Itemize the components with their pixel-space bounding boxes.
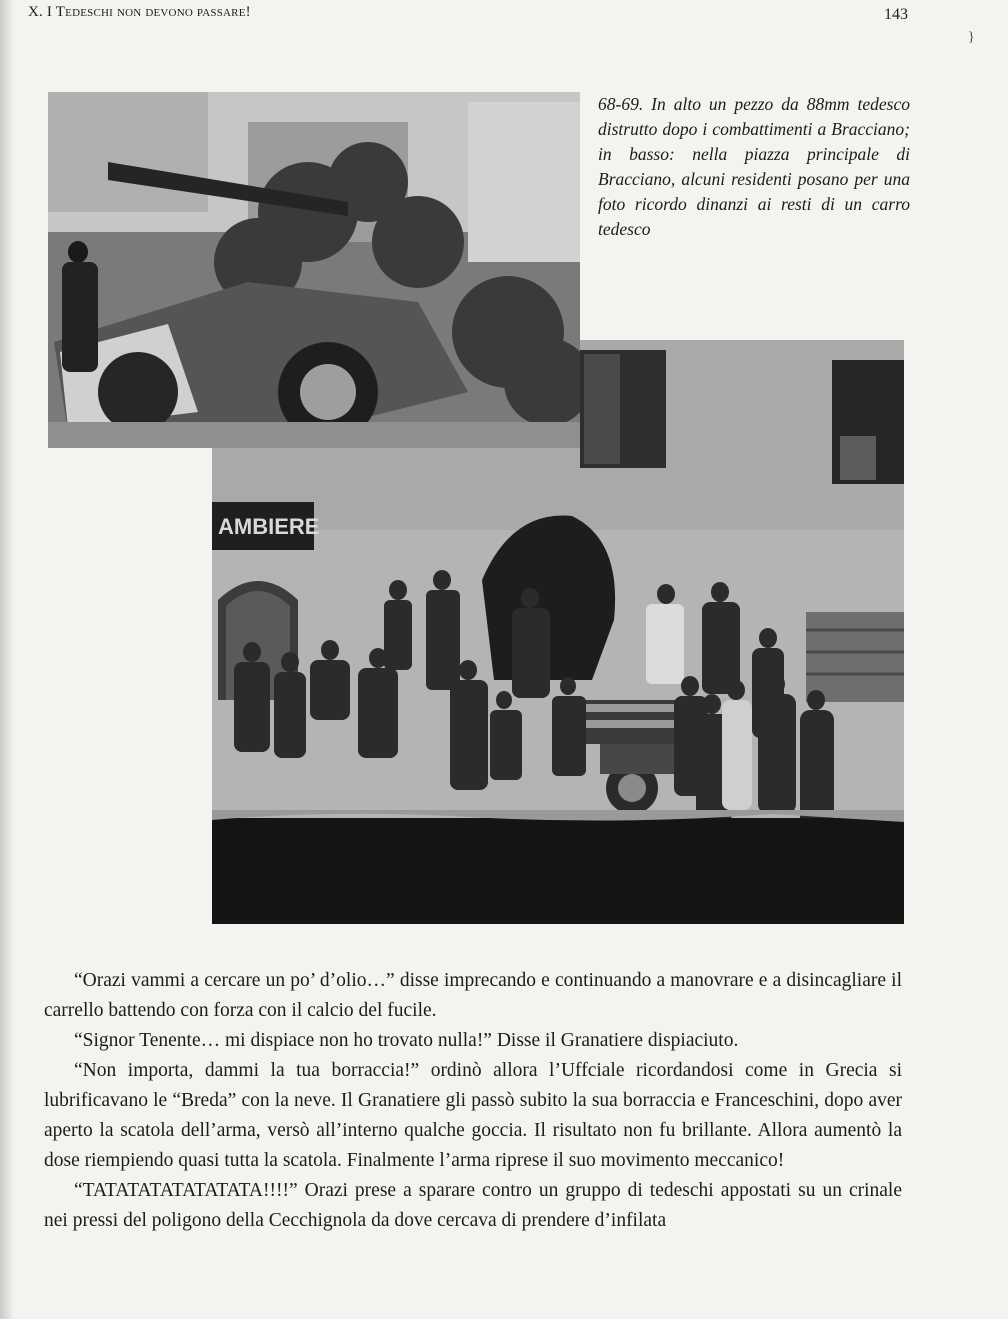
page-edge-shadow [0, 0, 14, 1319]
paragraph: “TATATATATATATATA!!!!” Orazi prese a sparare contro un gruppo di tedeschi appostati su un crinale nei pressi del poligono della Cecchignola da dove cercava di prendere d’infilata [44, 1180, 902, 1231]
shop-sign: AMBIERE [218, 514, 320, 539]
body-text [44, 966, 902, 1236]
gun-wreck-photo [48, 92, 580, 448]
running-head: X. I Tedeschi non devono passare! [28, 4, 251, 20]
page-number: 143 [884, 6, 908, 23]
paragraph: “Orazi vammi a cercare un po’ d’olio…” disse imprecando e continuando a manovrare e a disincagliare il carrello battendo con forza con il calcio del fucile. [44, 970, 902, 1021]
edge-mark: } [968, 30, 975, 45]
page-header [28, 4, 908, 26]
figure-caption: 68-69. In alto un pezzo da 88mm tedesco distrutto dopo i combattimenti a Bracciano; in basso: nella piazza principale di Bracciano, alcuni residenti posano per una foto ricordo dinanzi ai resti di un carro tedesco [598, 94, 910, 239]
paragraph: “Non importa, dammi la tua borraccia!” ordinò allora l’Uffciale ricordandosi come in Grecia si lubrificavano le “Breda” con la neve. Il Granatiere gli passò subito la sua borraccia e Franceschini, dopo aver aperto la scatola dell’arma, versò all’interno qualche goccia. Il risultato non fu brillante. Allora aumentò la dose riempiendo quasi tutta la scatola. Finalmente l’arma riprese il suo movimento meccanico! [44, 1060, 902, 1171]
paragraph: “Signor Tenente… mi dispiace non ho trovato nulla!” Disse il Granatiere dispiaciuto. [74, 1030, 739, 1051]
